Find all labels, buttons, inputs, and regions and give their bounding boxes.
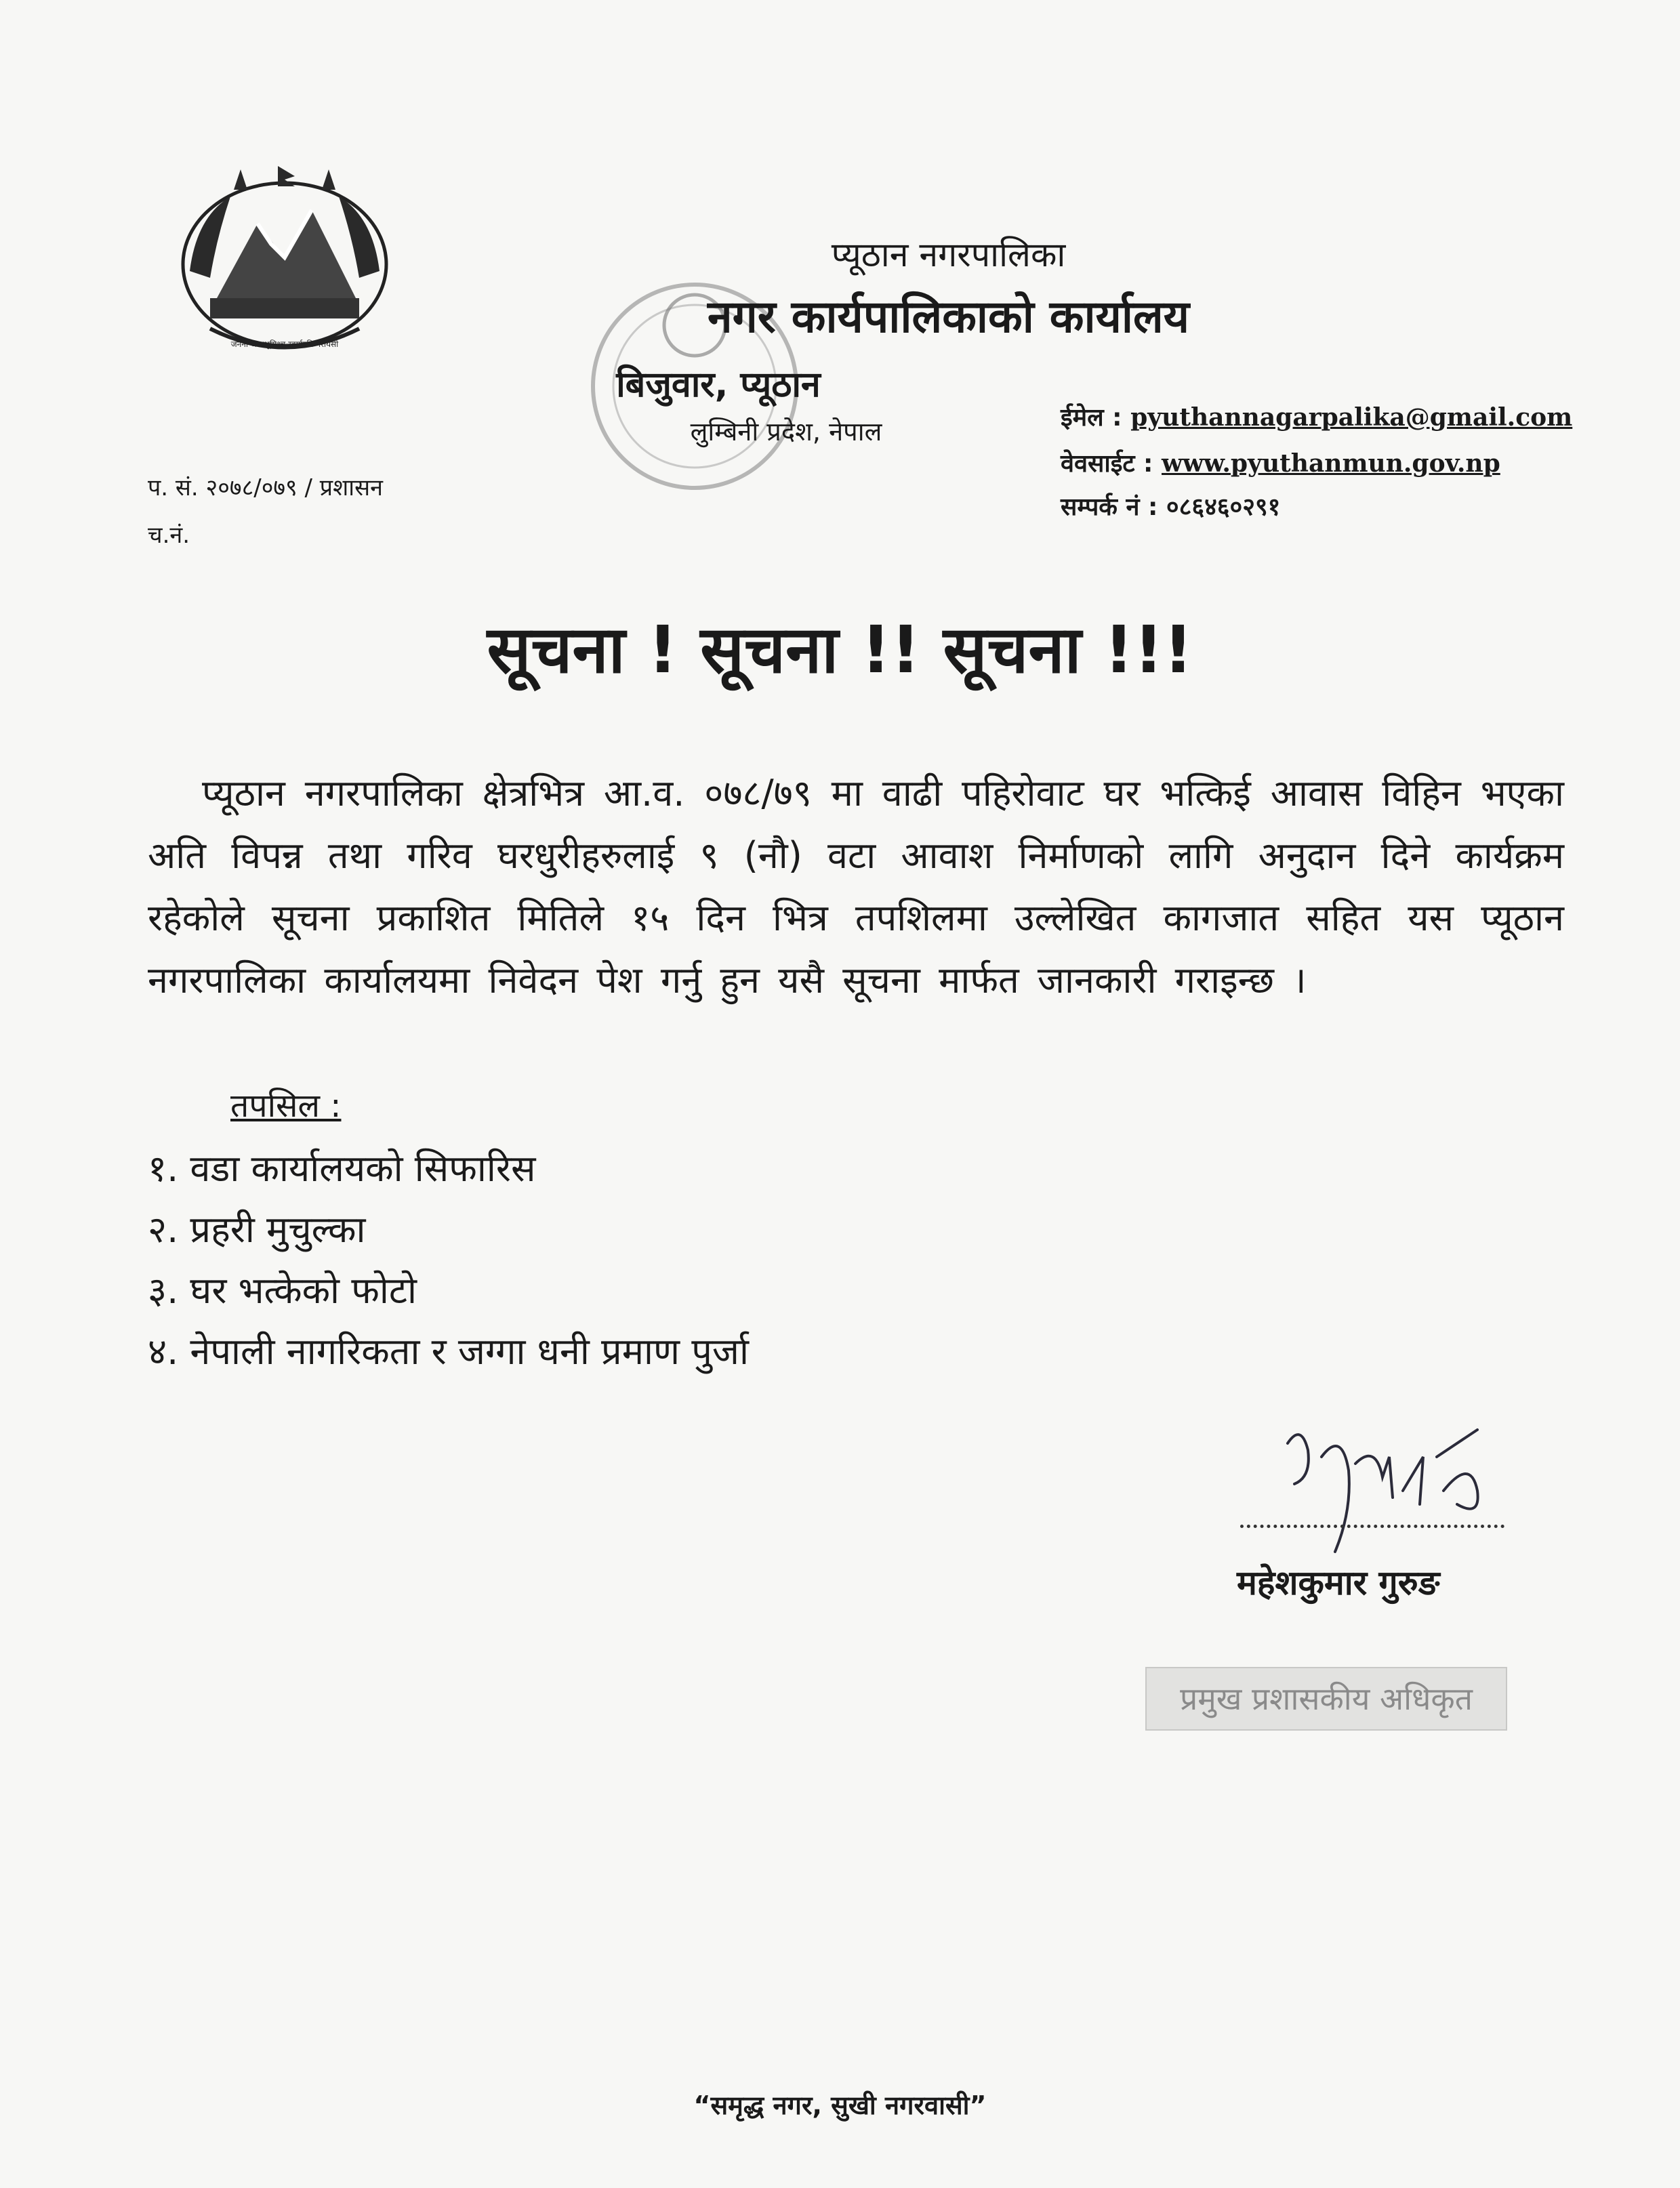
footer-slogan: “समृद्ध नगर, सुखी नगरवासी”	[693, 2090, 987, 2120]
designation-stamp: प्रमुख प्रशासकीय अधिकृत	[1145, 1667, 1507, 1731]
municipality-name: प्यूठान नगरपालिका	[831, 235, 1066, 274]
notice-body: प्यूठान नगरपालिका क्षेत्रभित्र आ.व. ०७८/७९ मा वाढी पहिरोवाट घर भत्किई आवास विहिन भएका अति विपन्न तथा गरिव घरधुरीहरुलाई ९ (नौ) वटा आवाश निर्माणको लागि अनुदान दिने कार्यक्रम रहेकोले सूचना प्रकाशित मितिले १५ दिन भित्र तपशिलमा उल्लेखित कागजात सहित यस प्यूठान नगरपालिका कार्यालयमा निवेदन पेश गर्नु हुन यसै सूचना मार्फत जानकारी गराइन्छ ।	[148, 772, 1564, 1002]
email-link[interactable]: pyuthannagarpalika@gmail.com	[1130, 403, 1573, 432]
letter-reference-number: प. सं. २०७८/०७९ / प्रशासन	[148, 474, 383, 501]
office-province: लुम्बिनी प्रदेश, नेपाल	[690, 417, 882, 447]
notice-title: सूचना ! सूचना !! सूचना !!!	[487, 612, 1193, 688]
email-label: ईमेल :	[1061, 404, 1122, 432]
website-label: वेवसाईट :	[1061, 450, 1153, 478]
office-location: बिजुवार, प्यूठान	[616, 365, 821, 405]
website-link[interactable]: www.pyuthanmun.gov.np	[1162, 449, 1500, 478]
schedule-item: ३. घर भत्केको फोटो	[148, 1269, 417, 1312]
office-name: नगर कार्यपालिकाको कार्यालय	[708, 291, 1189, 343]
schedule-item: १. वडा कार्यालयको सिफारिस	[148, 1147, 536, 1190]
schedule-item: २. प्रहरी मुचुल्का	[148, 1208, 366, 1251]
signature-line	[1240, 1525, 1504, 1528]
contact-email	[1061, 400, 1572, 433]
phone-label: सम्पर्क नं :	[1061, 493, 1158, 521]
dispatch-number: च.नं.	[148, 522, 190, 549]
schedule-label: तपसिल :	[230, 1087, 342, 1125]
handwritten-signature	[1274, 1416, 1504, 1579]
phone-number: ०८६४६०२९१	[1166, 493, 1281, 521]
emblem-motto: जननी जन्मभूमिश्च स्वर्गादपि गरीयसी	[230, 339, 339, 349]
contact-phone	[1061, 489, 1280, 522]
contact-website	[1061, 446, 1500, 479]
signer-name: महेशकुमार गुरुङ	[1237, 1563, 1440, 1603]
schedule-item: ४. नेपाली नागरिकता र जग्गा धनी प्रमाण पुर्जा	[148, 1330, 749, 1373]
